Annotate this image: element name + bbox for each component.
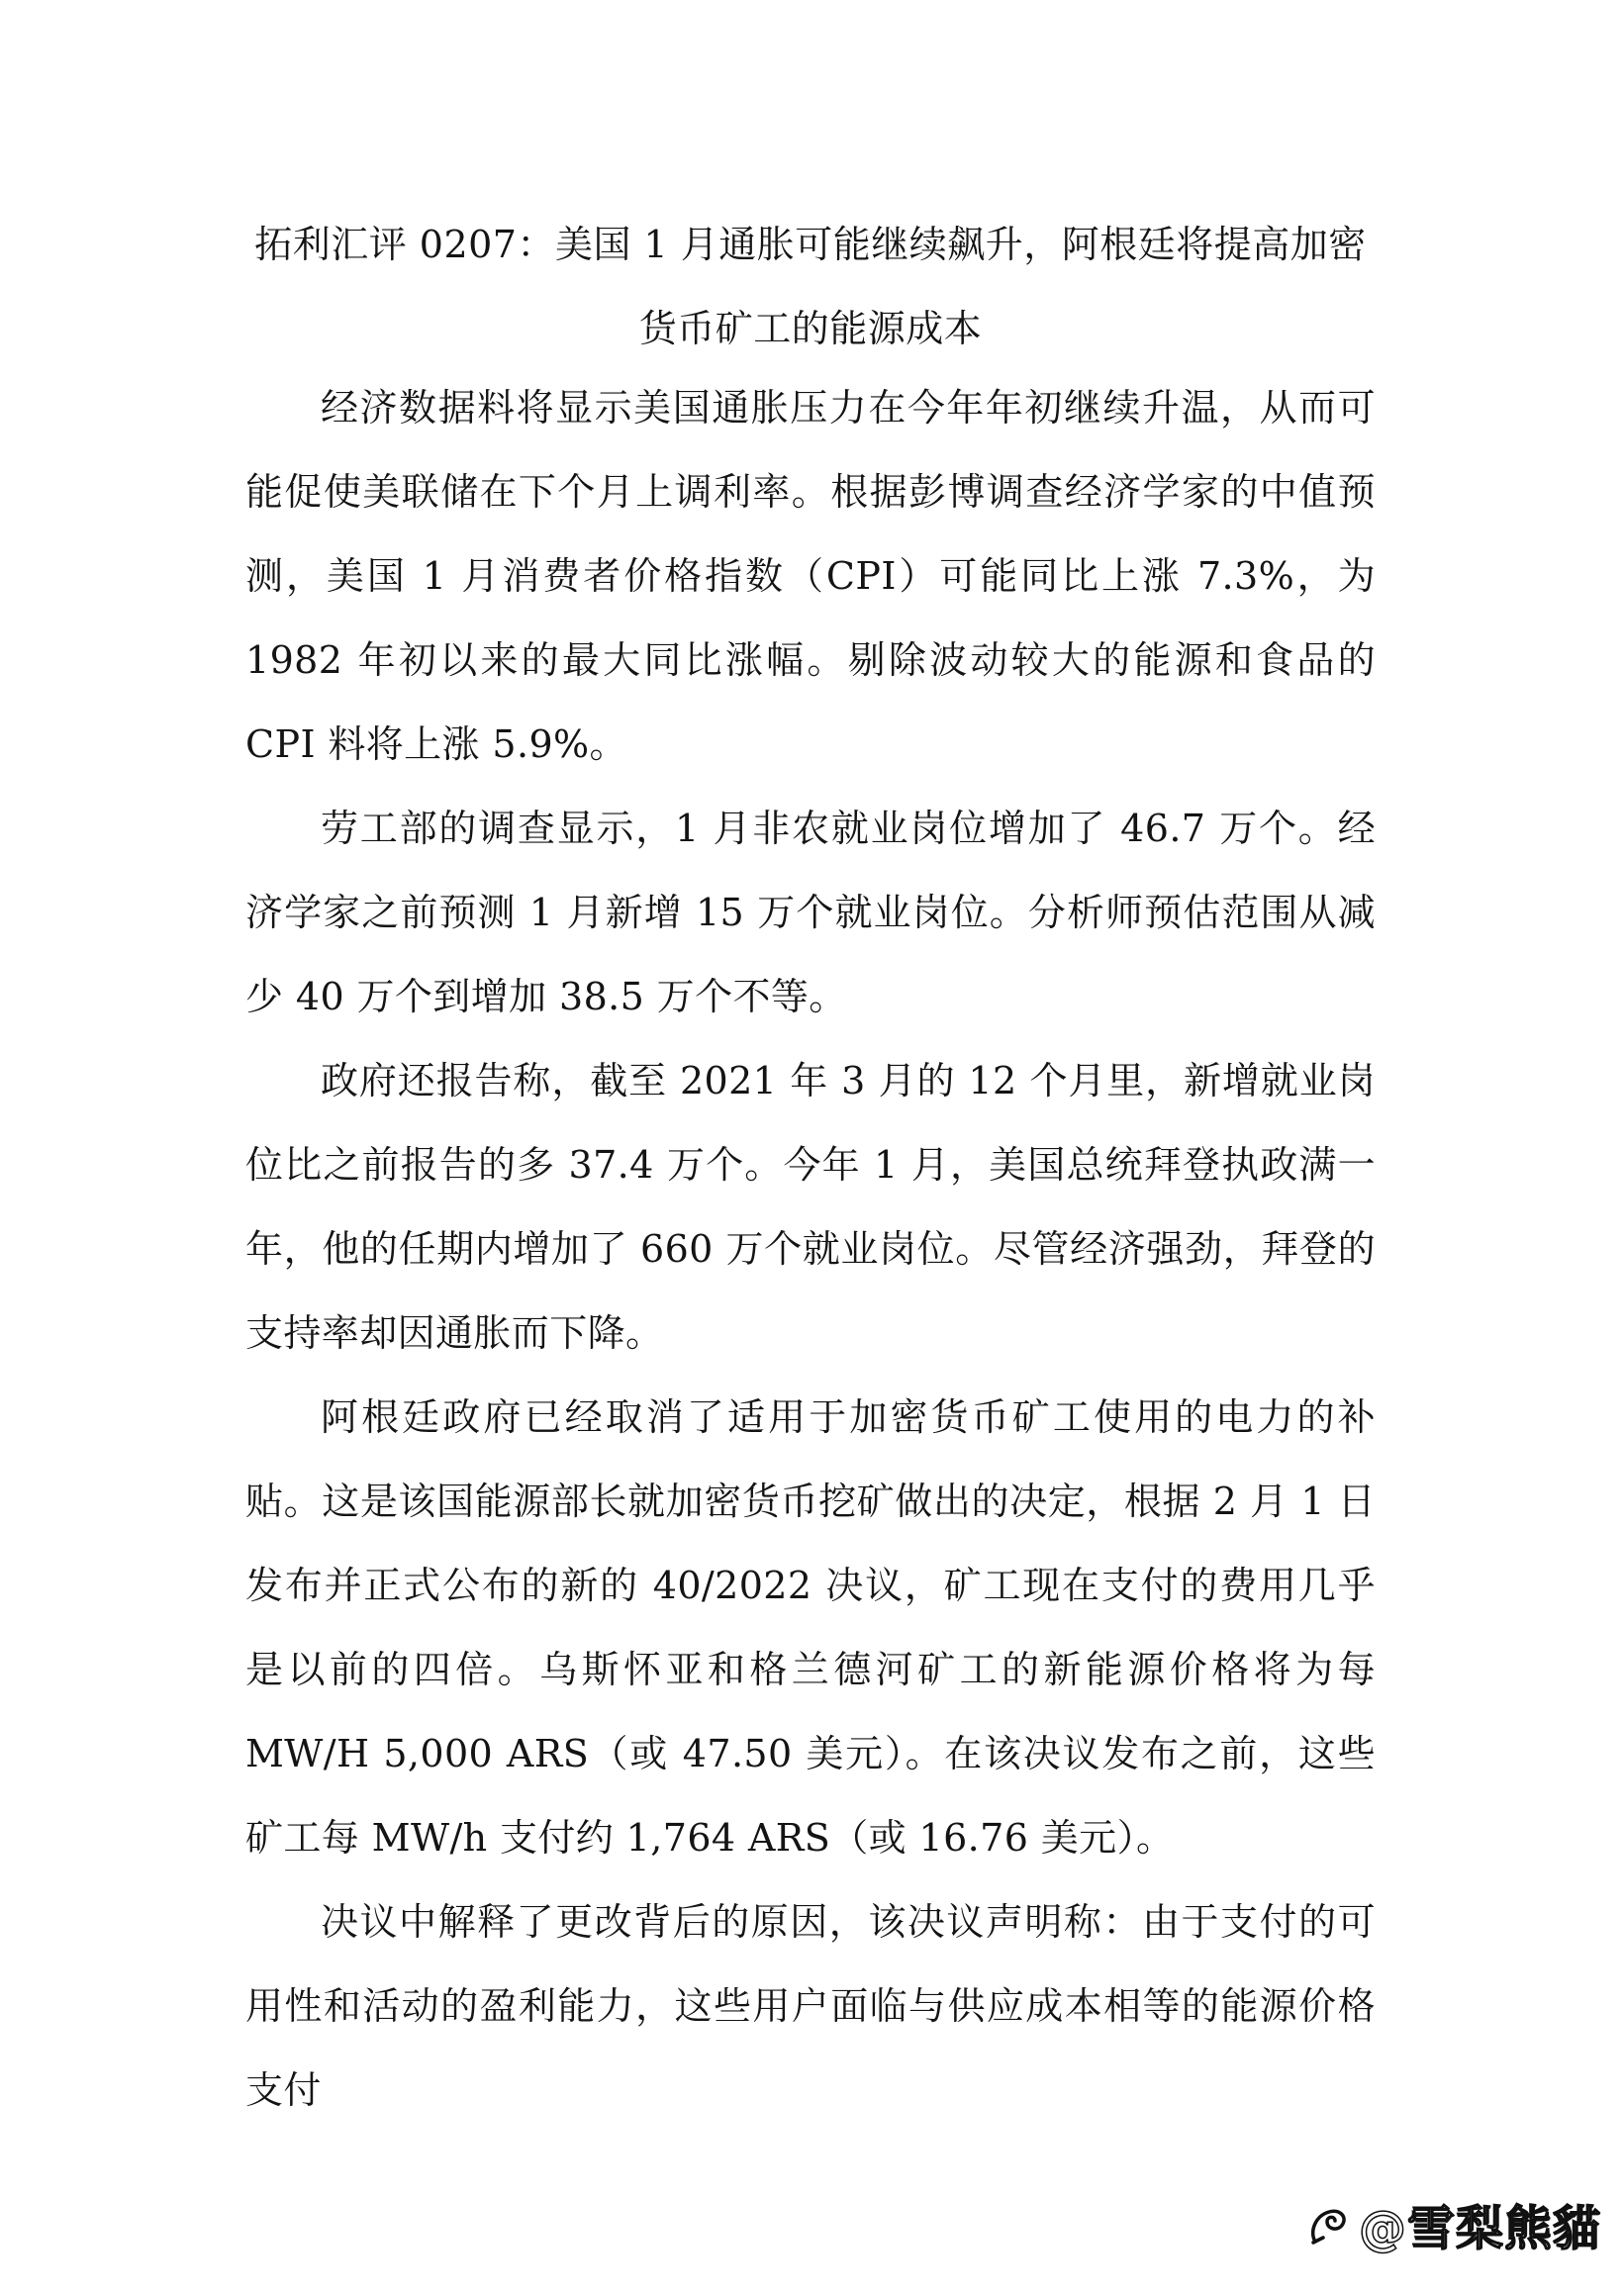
watermark-text: @雪梨熊貓 [1358, 2201, 1601, 2256]
paragraph-nonfarm-payrolls: 劳工部的调查显示，1 月非农就业岗位增加了 46.7 万个。经济学家之前预测 1 月新增 15 万个就业岗位。分析师预估范围从减少 40 万个到增加 38.5 万个不等。 [245, 807, 1376, 1018]
xueqiu-snowball-icon [1305, 2202, 1351, 2248]
document-title: 拓利汇评 0207：美国 1 月通胀可能继续飙升，阿根廷将提高加密货币矿工的能源成本 [254, 223, 1367, 350]
paragraph-argentina-mining: 阿根廷政府已经取消了适用于加密货币矿工使用的电力的补贴。这是该国能源部长就加密货币挖矿做出的决定，根据 2 月 1 日发布并正式公布的新的 40/2022 决议，矿工现在支付的费用几乎是以前的四倍。乌斯怀亚和格兰德河矿工的新能源价格将为每 MW/H 5,000 ARS（或 47.50 美元）。在该决议发布之前，这些矿工每 MW/h 支付约 1,764 ARS（或 16.76 美元）。 [245, 1395, 1376, 1860]
watermark [1305, 2190, 1601, 2258]
paragraph-resolution-reason: 决议中解释了更改背后的原因，该决议声明称：由于支付的可用性和活动的盈利能力，这些用户面临与供应成本相等的能源价格支付 [245, 1900, 1376, 2112]
paragraph-inflation: 经济数据料将显示美国通胀压力在今年年初继续升温，从而可能促使美联储在下个月上调利率。根据彭博调查经济学家的中值预测，美国 1 月消费者价格指数（CPI）可能同比上涨 7.3%，为 1982 年初以来的最大同比涨幅。剔除波动较大的能源和食品的 CPI 料将上涨 5.9%。 [245, 386, 1376, 766]
paragraph-job-revisions: 政府还报告称，截至 2021 年 3 月的 12 个月里，新增就业岗位比之前报告的多 37.4 万个。今年 1 月，美国总统拜登执政满一年，他的任期内增加了 660 万个就业岗位。尽管经济强劲，拜登的支持率却因通胀而下降。 [245, 1059, 1376, 1355]
document-body [245, 366, 1376, 2133]
